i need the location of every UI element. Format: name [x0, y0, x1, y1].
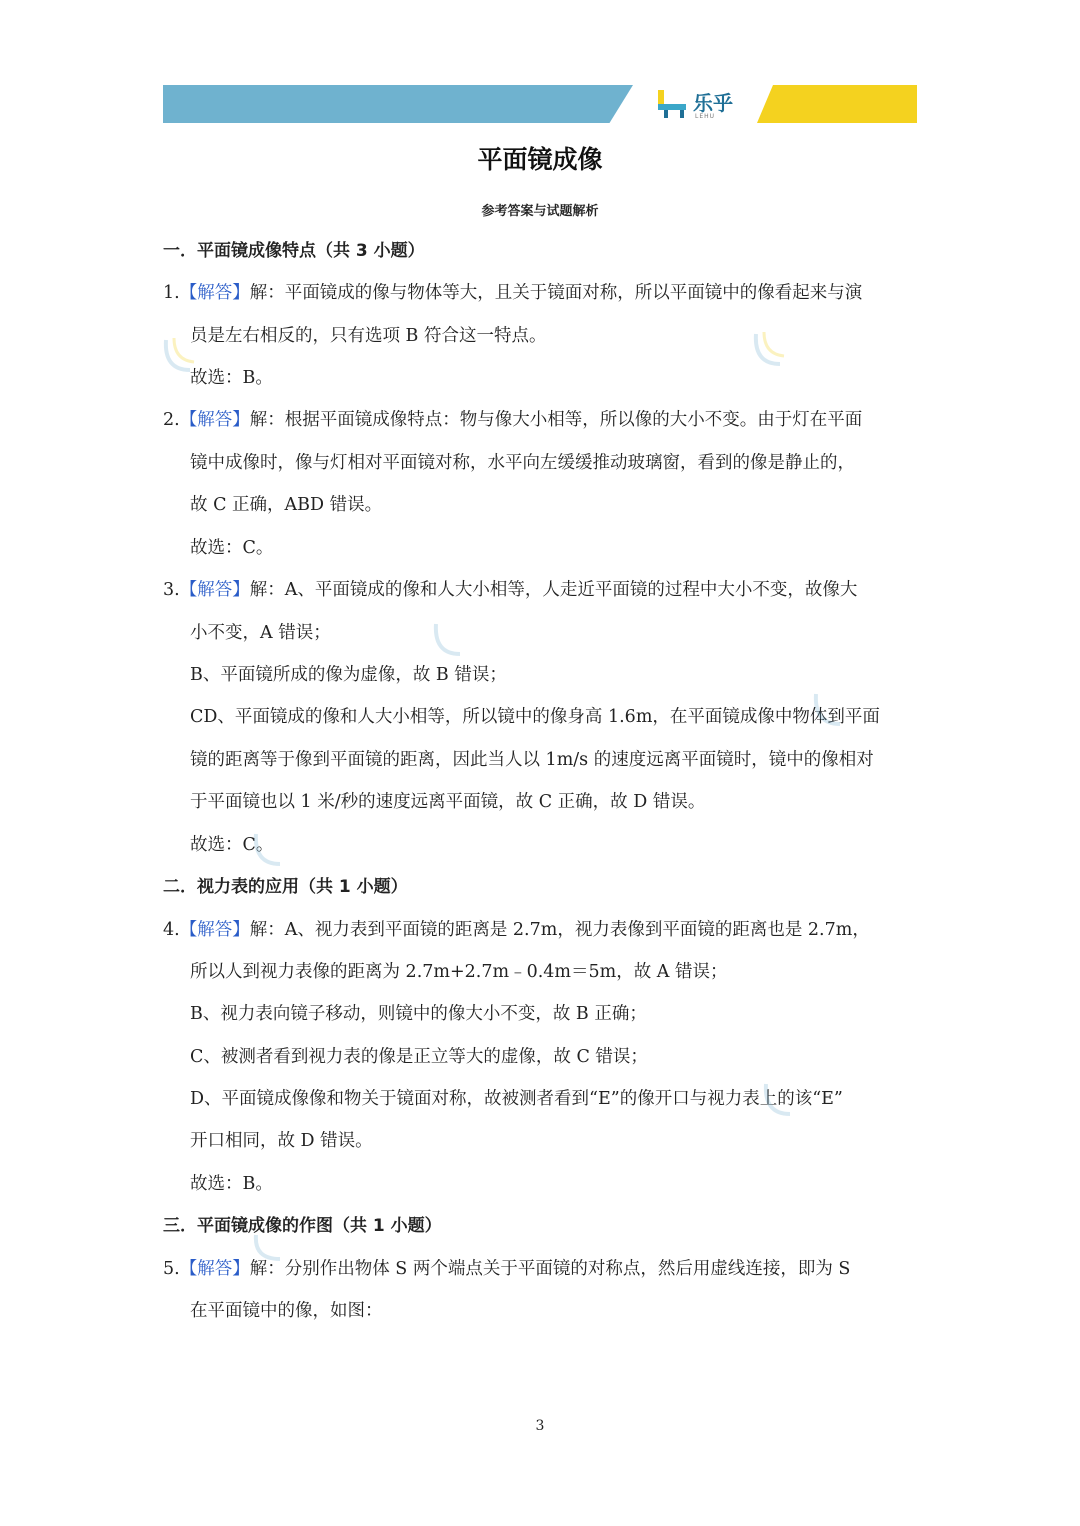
watermark-icon	[750, 320, 850, 370]
watermark-icon	[250, 1225, 350, 1265]
answer-line: 故 C 正确，ABD 错误。	[190, 495, 383, 515]
brand-name: 乐乎	[693, 91, 733, 115]
answer-text: 解：平面镜成的像与物体等大，且关于镜面对称，所以平面镜中的像看起来与演	[249, 283, 863, 303]
watermark-icon	[250, 820, 350, 870]
answer-number: 1.	[163, 283, 180, 303]
answer-number: 4.	[163, 920, 180, 940]
answer-line: 故选：C。	[190, 538, 274, 558]
section-heading: 二．视力表的应用（共 1 小题）	[163, 877, 408, 897]
brand-subtitle: LEHU	[695, 113, 716, 120]
answer-line	[163, 918, 870, 942]
answer-number: 3.	[163, 580, 180, 600]
answer-line: B、平面镜所成的像为虚像，故 B 错误；	[190, 665, 507, 685]
answer-line: 在平面镜中的像，如图：	[190, 1301, 383, 1321]
header-banner	[163, 85, 917, 123]
answer-line: 员是左右相反的，只有选项 B 符合这一特点。	[190, 326, 547, 346]
watermark-icon	[810, 680, 910, 730]
answer-line	[163, 408, 862, 432]
header-yellow-band	[757, 85, 917, 123]
answer-line: 故选：B。	[190, 368, 273, 388]
section-heading: 一．平面镜成像特点（共 3 小题）	[163, 241, 425, 261]
answer-tag: 【解答】	[179, 920, 250, 940]
page-number: 3	[535, 1418, 545, 1434]
answer-line: 故选：B。	[190, 1174, 273, 1194]
page-subtitle: 参考答案与试题解析	[481, 204, 599, 219]
answer-text: 解：分别作出物体 S 两个端点关于平面镜的对称点，然后用虚线连接，即为 S	[249, 1259, 851, 1279]
answer-line: CD、平面镜成的像和人大小相等，所以镜中的像身高 1.6m，在平面镜成像中物体到平面	[190, 707, 880, 727]
answer-text: 解：根据平面镜成像特点：物与像大小相等，所以像的大小不变。由于灯在平面	[249, 410, 863, 430]
answer-tag: 【解答】	[179, 1259, 250, 1279]
answer-line: D、平面镜成像像和物关于镜面对称，故被测者看到“E”的像开口与视力表上的该“E”	[190, 1089, 843, 1109]
brand-chair-icon	[656, 88, 692, 120]
answer-tag: 【解答】	[179, 580, 250, 600]
answer-line: C、被测者看到视力表的像是正立等大的虚像，故 C 错误；	[190, 1047, 648, 1067]
section-heading: 三．平面镜成像的作图（共 1 小题）	[163, 1216, 442, 1236]
answer-line: 镜中成像时，像与灯相对平面镜对称，水平向左缓缓推动玻璃窗，看到的像是静止的，	[190, 453, 855, 473]
answer-line: 故选：C。	[190, 835, 274, 855]
answer-line: 所以人到视力表像的距离为 2.7m+2.7m﹣0.4m＝5m，故 A 错误；	[190, 962, 728, 982]
answer-tag: 【解答】	[179, 283, 250, 303]
watermark-icon	[160, 330, 230, 380]
answer-line: 镜的距离等于像到平面镜的距离，因此当人以 1m/s 的速度远离平面镜时，镜中的像相对	[190, 750, 874, 770]
page-title: 平面镜成像	[477, 145, 603, 174]
answer-line: 小不变，A 错误；	[190, 623, 331, 643]
answer-line: B、视力表向镜子移动，则镜中的像大小不变，故 B 正确；	[190, 1004, 647, 1024]
watermark-icon	[760, 1070, 860, 1120]
answer-text: 解：A、平面镜成的像和人大小相等，人走近平面镜的过程中大小不变，故像大	[249, 580, 858, 600]
answer-line	[163, 281, 862, 305]
answer-text: 解：A、视力表到平面镜的距离是 2.7m，视力表像到平面镜的距离也是 2.7m，	[249, 920, 870, 940]
header-blue-band	[163, 85, 633, 123]
answer-line: 于平面镜也以 1 米/秒的速度远离平面镜，故 C 正确，故 D 错误。	[190, 792, 706, 812]
brand-logo	[651, 85, 771, 123]
answer-tag: 【解答】	[179, 410, 250, 430]
answer-number: 2.	[163, 410, 180, 430]
watermark-icon	[430, 610, 520, 660]
answer-number: 5.	[163, 1259, 180, 1279]
answer-line	[163, 578, 857, 602]
answer-line: 开口相同，故 D 错误。	[190, 1131, 373, 1151]
